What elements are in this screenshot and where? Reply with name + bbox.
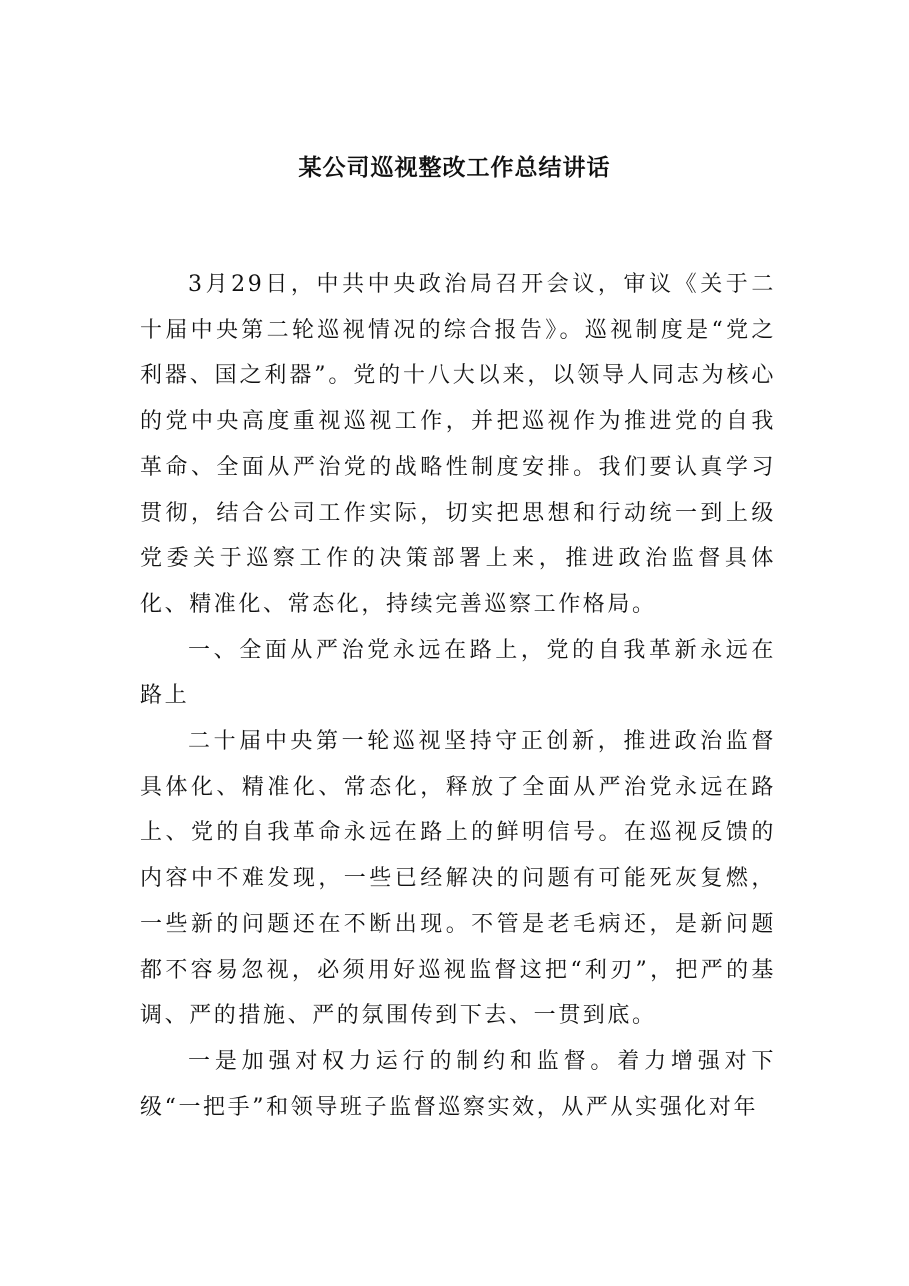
paragraph-intro: 3月29日，中共中央政治局召开会议，审议《关于二十届中央第二轮巡视情况的综合报告》。巡视制度是“党之利器、国之利器”。党的十八大以来，以领导人同志为核心的党中央高度重视巡视工作，并把巡视作为推进党的自我革命、全面从严治党的战略性制度安排。我们要认真学习贯彻，结合公司工作实际，切实把思想和行动统一到上级党委关于巡察工作的决策部署上来，推进政治监督具体化、精准化、常态化，持续完善巡察工作格局。 xyxy=(140,272,776,617)
paragraph-section-1: 二十届中央第一轮巡视坚持守正创新，推进政治监督具体化、精准化、常态化，释放了全面从严治党永远在路上、党的自我革命永远在路上的鲜明信号。在巡视反馈的内容中不难发现，一些已经解决的问题有可能死灰复燃，一些新的问题还在不断出现。不管是老毛病还，是新问题都不容易忽视，必须用好巡视监督这把“利刃”，把严的基调、严的措施、严的氛围传到下去、一贯到底。 xyxy=(140,729,776,1029)
section-heading-1: 一、全面从严治党永远在路上，党的自我革新永远在路上 xyxy=(140,637,776,709)
document-body xyxy=(140,262,776,1130)
document-title: 某公司巡视整改工作总结讲话 xyxy=(298,154,611,181)
paragraph-point-1: 一是加强对权力运行的制约和监督。着力增强对下级“一把手”和领导班子监督巡察实效，从严从实强化对年 xyxy=(140,1048,776,1120)
